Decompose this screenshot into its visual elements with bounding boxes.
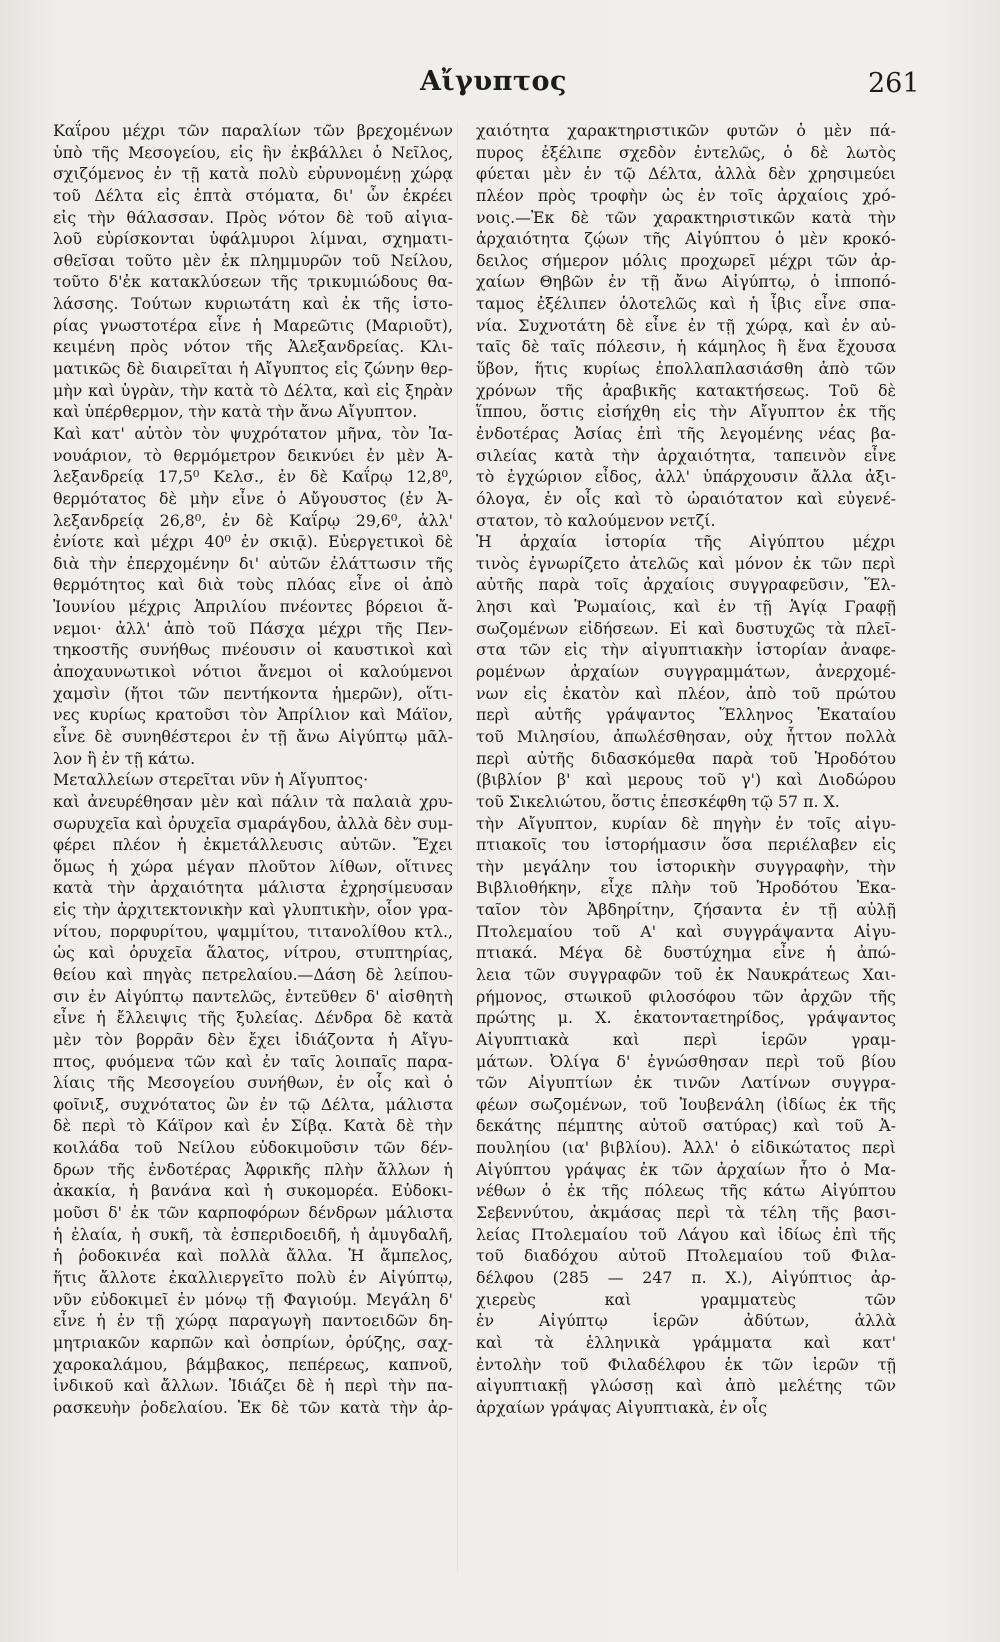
text-line: (βιβλίον β' καὶ μερους τοῦ γ') καὶ Διοδώρου — [476, 770, 896, 790]
text-line: τοῦ Μιλησίου, ἀπωλέσθησαν, οὐχ ἧττον πολλὰ — [476, 726, 896, 746]
right-text-column — [476, 120, 896, 1418]
text-line: λησι καὶ Ῥωμαίοις, καὶ ἐν τῇ Ἁγίᾳ Γραφῇ — [476, 597, 896, 617]
text-line: ἰνδικοῦ καὶ ἄλλων. Ἰδιάζει δὲ ἡ περὶ τὴν πα- — [53, 1376, 453, 1396]
text-line: πουληίου (ια' βιβλίου). Ἀλλ' ὁ εἰδικώτατος περὶ — [476, 1138, 896, 1158]
text-line: ἵππου, ὅστις εἰσήχθη εἰς τὴν Αἴγυπτον ἐκ τῆς — [476, 402, 896, 422]
text-line: τοῦ διαδόχου αὐτοῦ Πτολεμαίου τοῦ Φιλα- — [476, 1246, 896, 1266]
text-line: δὲ περὶ τὸ Κάϊρον καὶ ἐν Σίβᾳ. Κατὰ δὲ τὴν — [53, 1116, 453, 1136]
text-line: νέθων ὁ ἐκ τῆς πόλεως τῆς κάτω Αἰγύπτου — [476, 1181, 896, 1201]
text-line: νεμοι· ἀλλ' ἀπὸ τοῦ Πάσχα μέχρι τῆς Πεν- — [53, 618, 453, 638]
text-line: περὶ αὐτῆς διδασκόμεθα παρὰ τοῦ Ἡροδότου — [476, 748, 896, 768]
text-line: λάσσης. Τούτων κυριωτάτη καὶ ἐκ τῆς ἱστο- — [53, 294, 453, 314]
text-line: νίτου, πορφυρίτου, ψαμμίτου, τιτανολίθου κτλ., — [53, 921, 453, 941]
text-line: Ἡ ἀρχαία ἱστορία τῆς Αἰγύπτου μέχρι — [476, 532, 896, 552]
text-line: ταῖον τὸν Ἀβδηρίτην, ζήσαντα ἐν τῇ αὐλῇ — [476, 900, 896, 920]
text-line: ὑπὸ τῆς Μεσογείου, εἰς ἣν ἐκβάλλει ὁ Νεῖλος, — [53, 142, 453, 162]
text-line: νῦν εὐδοκιμεῖ ἐν μόνῳ τῇ Φαγιούμ. Μεγάλη δ' — [53, 1289, 453, 1309]
text-line: δέλφου (285 — 247 π. Χ.), Αἰγύπτιος ἀρ- — [476, 1267, 896, 1287]
text-line: τὸ ἐγχώριον εἶδος, ἀλλ' ὑπάρχουσιν ἄλλα ἀξι- — [476, 467, 896, 487]
text-line: θερμότητος καὶ διὰ τοὺς πλόας εἶνε οἱ ἀπὸ — [53, 575, 453, 595]
text-line: ρίας γνωστοτέρα εἶνε ἡ Μαρεῶτις (Μαριοῦτ), — [53, 315, 453, 335]
text-line: ταμος ἐξέλιπεν ὁλοτελῶς καὶ ἡ ἶβις εἶνε σπα- — [476, 294, 896, 314]
text-line: Ἰουνίου μέχρις Ἀπριλίου πνέοντες βόρειοι ἄ- — [53, 597, 453, 617]
text-line: ἐντολὴν τοῦ Φιλαδέλφου ἐκ τῶν ἱερῶν τῇ — [476, 1354, 896, 1374]
text-line: όλογα, ἐν οἷς καὶ τὸ ὡραιότατον καὶ εὐγενέ- — [476, 488, 896, 508]
text-line: ἀκακία, ἡ βανάνα καὶ ἡ συκομορέα. Εὐδοκι- — [53, 1181, 453, 1201]
text-line: χιερεὺς καὶ γραμματεὺς τῶν — [476, 1289, 896, 1309]
text-line: τὴν μεγάλην του ἱστορικὴν συγγραφὴν, τὴν — [476, 856, 896, 876]
text-line: θερμότατος δὲ μὴν εἶνε ὁ Αὔγουστος (ἐν Ἀ- — [53, 488, 453, 508]
text-line: λίαις τῆς Μεσογείου συνήθων, ἐν οἷς καὶ ὁ — [53, 1073, 453, 1093]
text-line: ἡ ῥοδοκινέα καὶ πολλὰ ἄλλα. Ἡ ἄμπελος, — [53, 1246, 453, 1266]
text-line: σιλείας κατὰ τὴν ἀρχαιότητα, ταπεινὸν εἶνε — [476, 445, 896, 465]
text-line: τοῦ Σικελιώτου, ὅστις ἐπεσκέφθη τῷ 57 π. Χ. — [476, 791, 840, 811]
text-line: δειλος σήμερον μόλις προχωρεῖ μέχρι τῶν ἀρ- — [476, 250, 896, 270]
text-line: χαμσὶν (ἤτοι τῶν πεντήκοντα ἡμερῶν), οἵτι- — [53, 683, 453, 703]
text-line: εἶνε ἡ ἐν τῇ χώρᾳ παραγωγὴ παντοειδῶν δη- — [53, 1311, 453, 1331]
text-line: φέων σωζομένων, τοῦ Ἰουβενάλη (ἰδίως ἐκ τῆς — [476, 1094, 896, 1114]
running-head-title: Αἴγυπτος — [420, 66, 567, 97]
text-line: αὐτῆς παρὰ τοῖς ἀρχαίοις συγγραφεῦσιν, Ἕλ- — [476, 575, 896, 595]
text-line: σωρυχεῖα καὶ ὀρυχεῖα σμαράγδου, ἀλλὰ δὲν συμ- — [53, 813, 453, 833]
text-line: σιν ἐν Αἰγύπτῳ παντελῶς, ἐντεῦθεν δ' αἰσθητὴ — [53, 986, 453, 1006]
text-line: δρων τῆς ἐνδοτέρας Ἀφρικῆς πλὴν ἄλλων ἡ — [53, 1159, 453, 1179]
text-line: διὰ τὴν ἐπερχομένην δι' αὐτῶν ἐλάττωσιν τῆς — [53, 553, 453, 573]
text-line: χρόνων τῆς ἀραβικῆς κατακτήσεως. Τοῦ δὲ — [476, 380, 896, 400]
text-line: λεια τῶν συγγραφῶν τοῦ ἐκ Ναυκράτεως Χαι- — [476, 964, 896, 984]
text-line: ἐν Αἰγύπτῳ ἱερῶν ἀδύτων, ἀλλὰ — [476, 1311, 896, 1331]
text-line: μοῦσι δ' ἐκ τῶν καρποφόρων δένδρων μάλιστα — [53, 1203, 453, 1223]
text-line: πτος, φυόμενα τῶν καὶ ἐν ταῖς λοιπαῖς παρα- — [53, 1051, 453, 1071]
text-line: ὅμως ἡ χώρα μέγαν πλοῦτον λίθων, οἵτινες — [53, 856, 453, 876]
text-line: φέρει πλέον ἡ ἐκμετάλλευσις αὐτῶν. Ἔχει — [53, 835, 453, 855]
text-line: ὡς καὶ ὀρυχεῖα ἅλατος, νίτρου, στυπτηρίας, — [53, 943, 453, 963]
left-text-column — [53, 120, 453, 1418]
text-line: Αἰγυπτιακὰ καὶ περὶ ἱερῶν γραμ- — [476, 1029, 896, 1049]
text-line: περὶ αὐτῆς γράψαντος Ἕλληνος Ἑκαταίου — [476, 705, 896, 725]
text-line: Βιβλιοθήκην, εἶχε πλὴν τοῦ Ἡροδότου Ἑκα- — [476, 878, 896, 898]
text-line: πρώτης μ. Χ. ἑκατονταετηρίδος, γράψαντος — [476, 1008, 896, 1028]
text-line: ἀρχαίων γράψας Αἰγυπτιακὰ, ἐν οἷς — [476, 1397, 768, 1417]
text-line: καὶ τὰ ἑλληνικὰ γράμματα καὶ κατ' — [476, 1332, 896, 1352]
text-line: ταῖς δὲ ταῖς πόλεσιν, ἡ κάμηλος ἢ ἕνα ἔχουσα — [476, 337, 896, 357]
text-line: Σεβεννύτου, ἀκμάσας περὶ τὰ τέλη τῆς βασι- — [476, 1203, 896, 1223]
text-line: πυρος ἐξέλιπε σχεδὸν ἐντελῶς, ὁ δὲ λωτὸς — [476, 142, 896, 162]
text-line: ἥτις ἄλλοτε ἐκαλλιεργεῖτο πολὺ ἐν Αἰγύπτῳ, — [53, 1267, 453, 1287]
text-line: καὶ ὑπέρθερμον, τὴν κατὰ τὴν ἄνω Αἴγυπτον. — [53, 402, 418, 422]
text-line: ματικῶς δὲ διαιρεῖται ἡ Αἴγυπτος εἰς ζώνην θερ- — [53, 359, 453, 379]
text-line: φύεται μὲν ἐν τῷ Δέλτα, ἀλλὰ δὲν χρησιμεύει — [476, 164, 896, 184]
text-line: ἀποχαυνωτικοὶ νότιοι ἄνεμοι οἱ καλούμενοι — [53, 662, 453, 682]
text-line: λον ἢ ἐν τῇ κάτω. — [53, 748, 196, 768]
text-line: κατὰ τὴν ἀρχαιότητα μάλιστα ἐχρησίμευσαν — [53, 878, 453, 898]
text-line: νες κυρίως κρατοῦσι τὸν Ἀπρίλιον καὶ Μάϊον, — [53, 705, 453, 725]
text-line: σωζομένων εἰδήσεων. Εἰ καὶ δυστυχῶς τὰ πλεῖ- — [476, 618, 896, 638]
page-number: 261 — [868, 68, 920, 99]
text-line: νων εἰς ἑκατὸν καὶ πλέον, ἀπὸ τοῦ πρώτου — [476, 683, 896, 703]
text-line: ἐνίοτε καὶ μέχρι 40⁰ ἐν σκιᾷ). Εὐεργετικοὶ δὲ — [53, 532, 453, 552]
text-line: ἐνδοτέρας Ἀσίας ἐπὶ τῆς λεγομένης νέας βα- — [476, 423, 896, 443]
text-line: τινὸς ἐγνωρίζετο ἀτελῶς καὶ μόνον ἐκ τῶν περὶ — [476, 553, 896, 573]
text-line: τοῦτο δ'ἐκ κατακλύσεων τῆς τρικυμιώδους θα- — [53, 272, 453, 292]
text-line: εἶνε ἡ ἔλλειψις τῆς ξυλείας. Δένδρα δὲ κατὰ — [53, 1008, 453, 1028]
text-line: χαροκαλάμου, βάμβακος, πεπέρεως, καπνοῦ, — [53, 1354, 453, 1374]
text-line: ρήμονος, στωικοῦ φιλοσόφου τῶν ἀρχῶν τῆς — [476, 986, 896, 1006]
text-line: λεξανδρείᾳ 17,5⁰ Κελσ., ἐν δὲ Καΐρῳ 12,8⁰, — [53, 467, 453, 487]
text-line: Μεταλλείων στερεῖται νῦν ἡ Αἴγυπτος· — [53, 770, 369, 790]
text-line: λεξανδρείᾳ 26,8⁰, ἐν δὲ Καΐρῳ 29,6⁰, ἀλλ' — [53, 510, 453, 530]
text-line: στατον, τὸ καλούμενον νετζί. — [476, 510, 716, 530]
text-line: μὴν καὶ ὑγρὰν, τὴν κατὰ τὸ Δέλτα, καὶ εἰς ξηρὰν — [53, 380, 453, 400]
text-line: νοις.—Ἐκ δὲ τῶν χαρακτηριστικῶν κατὰ τὴν — [476, 207, 896, 227]
text-line: πλέον πρὸς τροφὴν ὡς ἐν τοῖς ἀρχαίοις χρό- — [476, 185, 896, 205]
text-line: μάτων. Ὀλίγα δ' ἐγνώσθησαν περὶ τοῦ βίου — [476, 1051, 896, 1071]
text-line: καὶ ἀνευρέθησαν μὲν καὶ πάλιν τὰ παλαιὰ χρυ- — [53, 791, 453, 811]
text-line: εἰς τὴν ἀρχιτεκτονικὴν καὶ γλυπτικὴν, οἷον γρα- — [53, 900, 453, 920]
text-line: κειμένη πρὸς νότον τῆς Ἀλεξανδρείας. Κλι- — [53, 337, 453, 357]
text-line: τὴν Αἴγυπτον, κυρίαν δὲ πηγὴν ἐν τοῖς αἰγυ- — [476, 813, 896, 833]
text-line: Καὶ κατ' αὐτὸν τὸν ψυχρότατον μῆνα, τὸν Ἰα- — [53, 423, 453, 443]
text-line: τηκοστῆς συνήθως πνέουσιν οἱ καυστικοὶ καὶ — [53, 640, 453, 660]
text-line: λοῦ εὑρίσκονται ὑφάλμυροι λίμναι, σχηματι- — [53, 229, 453, 249]
text-line: τοῦ Δέλτα εἰς ἑπτὰ στόματα, δι' ὧν ἐκρέει — [53, 185, 453, 205]
text-line: χαίων Θηβῶν ἐν τῇ ἄνω Αἰγύπτῳ, ὁ ἱπποπό- — [476, 272, 896, 292]
text-line: ρασκευὴν ῥοδελαίου. Ἐκ δὲ τῶν κατὰ τὴν ἀρ- — [53, 1397, 453, 1417]
text-line: χαιότητα χαρακτηριστικῶν φυτῶν ὁ μὲν πά- — [476, 121, 896, 140]
text-line: πτιακοῖς του ἱστορήμασιν ὅσα περιέλαβεν εἰς — [476, 835, 896, 855]
text-line: Αἰγύπτου γράψας ἐκ τῶν ἀρχαίων ἦτο ὁ Μα- — [476, 1159, 896, 1179]
text-line: ἡ ἐλαία, ἡ συκῆ, τὰ ἑσπεριδοειδῆ, ἡ ἀμυγδαλῆ, — [53, 1224, 453, 1244]
text-line: σχιζόμενος ἐν τῇ κατὰ πολὺ εὐρυνομένῃ χώρᾳ — [53, 164, 453, 184]
text-line: μητριακῶν καρπῶν καὶ ὀσπρίων, ὀρύζης, σαχ- — [53, 1332, 453, 1352]
text-line: φοῖνιξ, συχνότατος ὢν ἐν τῷ Δέλτα, μάλιστα — [53, 1094, 453, 1114]
text-line: μὲν τὸν βορρᾶν δὲν ἔχει ἰδιάζοντα ἡ Αἴγυ- — [53, 1029, 453, 1049]
text-line: ὕβον, ἥτις κυρίως ἐπολλαπλασιάσθη ἀπὸ τῶν — [476, 359, 896, 379]
text-line: δεκάτης πέμπτης αὐτοῦ σατύρας) καὶ τοῦ Ἀ- — [476, 1116, 896, 1136]
text-line: εἰς τὴν θάλασσαν. Πρὸς νότον δὲ τοῦ αἰγια- — [53, 207, 453, 227]
text-line: νουάριον, τὸ θερμόμετρον δεικνύει ἐν μὲν Ἀ- — [53, 445, 453, 465]
text-line: λείας Πτολεμαίου τοῦ Λάγου καὶ ἰδίως ἐπὶ τῆς — [476, 1224, 896, 1244]
text-line: τῶν Αἰγυπτίων ἐκ τινῶν Λατίνων συγγρα- — [476, 1073, 896, 1093]
text-line: νία. Συχνοτάτη δὲ εἶνε ἐν τῇ χώρᾳ, καὶ ἐν αὐ- — [476, 315, 896, 335]
text-line: στα τῶν εἰς τὴν αἰγυπτιακὴν ἱστορίαν ἀναφε- — [476, 640, 896, 660]
text-line: ρομένων ἀρχαίων συγγραμμάτων, ἀνερχομέ- — [476, 662, 896, 682]
text-line: Πτολεμαίου τοῦ Α' καὶ συγγράψαντα Αἰγυ- — [476, 921, 896, 941]
text-line: σθεῖσαι τοῦτο μὲν ἐκ πλημμυρῶν τοῦ Νείλου, — [53, 250, 453, 270]
text-line: θείου καὶ πηγὰς πετρελαίου.—Δάση δὲ λείπου- — [53, 964, 453, 984]
text-line: Καΐρου μέχρι τῶν παραλίων τῶν βρεχομένων — [53, 121, 453, 140]
text-line: πτιακά. Μέγα δὲ δυστύχημα εἶνε ἡ ἀπώ- — [476, 943, 896, 963]
column-gutter — [457, 122, 458, 1572]
text-line: αἰγυπτιακῇ γλώσσῃ καὶ ἀπὸ μελέτης τῶν — [476, 1376, 896, 1396]
text-line: εἶνε δὲ συνηθέστεροι ἐν τῇ ἄνω Αἰγύπτῳ μᾶλ- — [53, 726, 453, 746]
text-line: ἀρχαιότητα ζῴων τῆς Αἰγύπτου ὁ μὲν κροκό- — [476, 229, 896, 249]
text-line: κοιλάδα τοῦ Νείλου εὐδοκιμοῦσιν τῶν δέν- — [53, 1138, 453, 1158]
